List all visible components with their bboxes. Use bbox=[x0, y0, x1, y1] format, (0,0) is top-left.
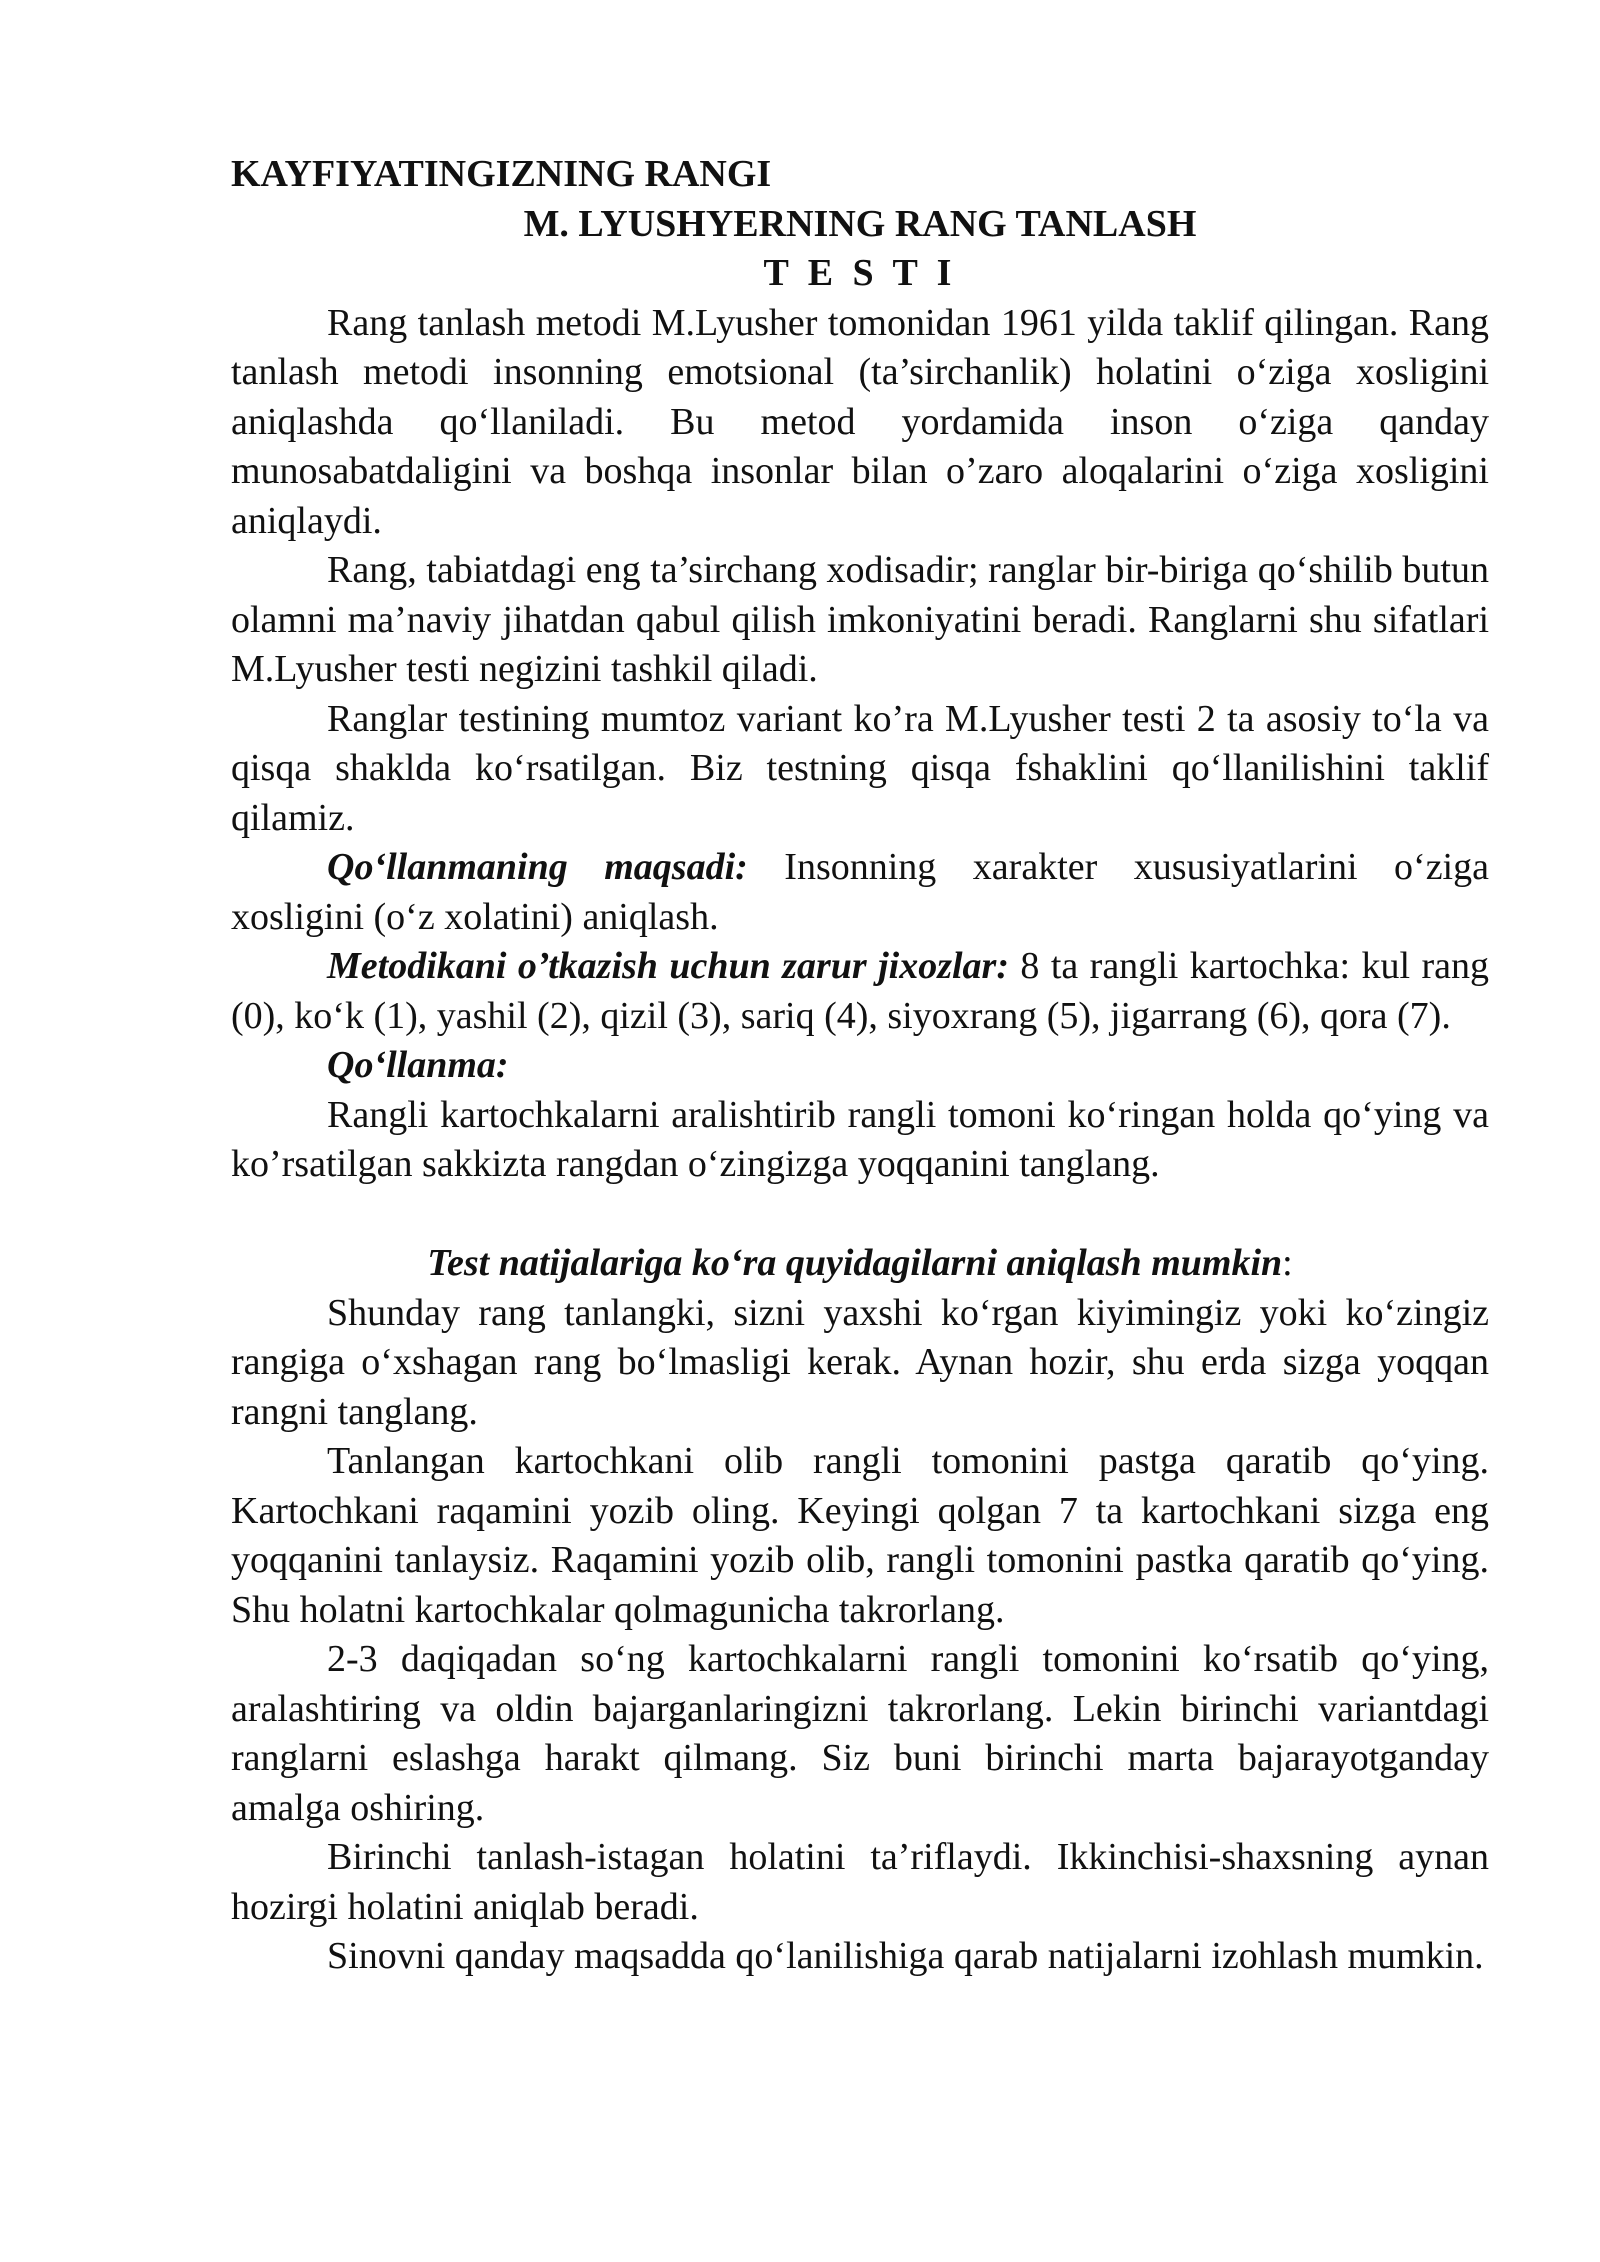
document-page bbox=[231, 150, 1489, 1982]
paragraph-instructions: Rangli kartochkalarni aralishtirib rangli tomoni ko‘ringan holda qo‘ying va ko’rsatilgan sakkizta rangdan o‘zingizga yoqqanini tanglang. bbox=[231, 1093, 1489, 1185]
document-title: KAYFIYATINGIZNING RANGI bbox=[231, 153, 772, 195]
paragraph-color-nature: Rang, tabiatdagi eng ta’sirchang xodisadir; ranglar bir-biriga qo‘shilib butun olamni ma’naviy jihatdan qabul qilish imkoniyatini beradi. Ranglarni shu sifatlari M.Lyusher testi negizini tashkil qiladi. bbox=[231, 549, 1489, 690]
paragraph-interpretation: Sinovni qanday maqsadda qo‘lanilishiga qarab natijalarni izohlash mumkin. bbox=[327, 1935, 1484, 1977]
results-heading bbox=[231, 1239, 1489, 1289]
paragraph-test-variants: Ranglar testining mumtoz variant ko’ra M.Lyusher testi 2 ta asosiy to‘la va qisqa shaklda ko‘rsatilgan. Biz testning qisqa fshaklini qo‘llanilishini taklif qilamiz. bbox=[231, 697, 1489, 839]
purpose-label: Qo‘llanmaning maqsadi: bbox=[327, 846, 748, 888]
manual-label: Qo‘llanma: bbox=[327, 1044, 509, 1086]
paragraph-manual-heading bbox=[231, 1041, 1489, 1091]
results-heading-text: Test natijalariga ko‘ra quyidagilarni aniqlash mumkin bbox=[427, 1242, 1283, 1284]
paragraph-choice-meaning: Birinchi tanlash-istagan holatini ta’riflaydi. Ikkinchisi-shaxsning aynan hozirgi holatini aniqlab beradi. bbox=[231, 1836, 1489, 1928]
paragraph-choose-color: Shunday rang tanlangki, sizni yaxshi ko‘rgan kiyimingiz yoki ko‘zingiz rangiga o‘xshagan rang bo‘lmasligi kerak. Aynan hozir, shu erda sizga yoqqan rangni tanglang. bbox=[231, 1291, 1489, 1433]
paragraph-purpose bbox=[231, 843, 1489, 942]
document-subtitle: M. LYUSHYERNING RANG TANLASH bbox=[523, 202, 1197, 245]
results-heading-colon: : bbox=[1282, 1242, 1293, 1284]
paragraph-card-procedure: Tanlangan kartochkani olib rangli tomonini pastga qaratib qo‘ying. Kartochkani raqamini yozib oling. Keyingi qolgan 7 ta kartochkani sizga eng yoqqanini tanlaysiz. Raqamini yozib olib, rangli tomonini pastka qaratib qo‘ying. Shu holatni kartochkalar qolmagunicha takrorlang. bbox=[231, 1440, 1489, 1631]
paragraph-equipment bbox=[231, 942, 1489, 1041]
paragraph-repeat: 2-3 daqiqadan so‘ng kartochkalarni rangli tomonini ko‘rsatib qo‘ying, aralashtiring va oldin bajarganlaringizni takrorlang. Lekin birinchi variantdagi ranglarni eslashga harakt qilmang. Siz buni birinchi marta bajarayotganday amalga oshiring. bbox=[231, 1638, 1489, 1829]
paragraph-intro: Rang tanlash metodi M.Lyusher tomonidan 1961 yilda taklif qilingan. Rang tanlash metodi insonning emotsional (ta’sirchanlik) holatini o‘ziga xosligini aniqlashda qo‘llaniladi. Bu metod yordamida inson o‘ziga qanday munosabatdaligini va boshqa insonlar bilan o’zaro aloqalarini o‘ziga xosligini aniqlaydi. bbox=[231, 301, 1489, 542]
equipment-label: Metodikani o’tkazish uchun zarur jixozlar: bbox=[327, 945, 1009, 987]
document-subtitle-test: T E S T I bbox=[763, 252, 957, 294]
purpose-text: Insonning xarakter xususiyatlarini o‘ziga xosligini (o‘z xolatini) aniqlash. bbox=[231, 846, 1489, 938]
blank-line bbox=[231, 1190, 1489, 1240]
equipment-text: 8 ta rangli kartochka: kul rang (0), ko‘k (1), yashil (2), qizil (3), sariq (4), siyoxrang (5), jigarrang (6), qora (7). bbox=[231, 945, 1489, 1037]
